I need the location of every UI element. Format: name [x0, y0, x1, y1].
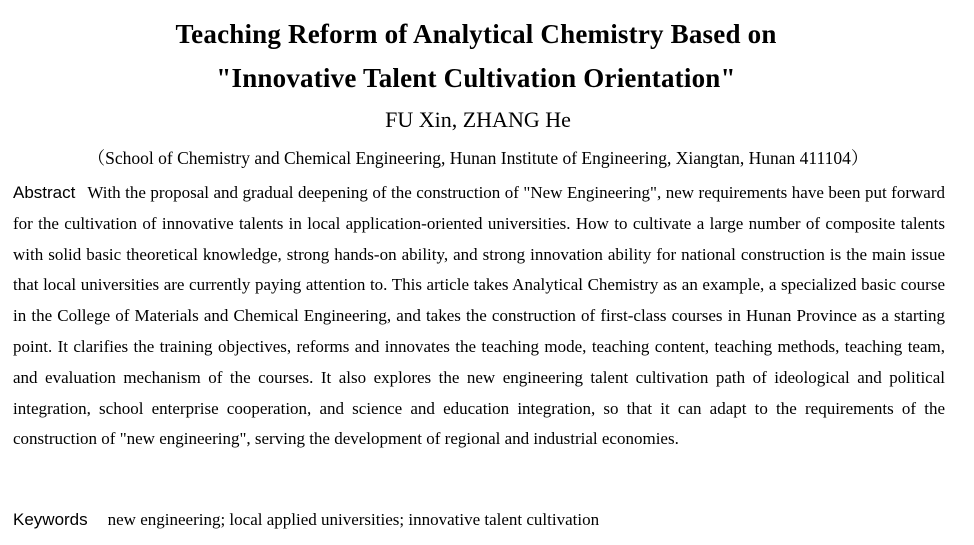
abstract-section — [13, 178, 945, 455]
paper-affiliation: （School of Chemistry and Chemical Engineering, Hunan Institute of Engineering, Xiangtan, Hunan 411104） — [87, 148, 869, 168]
keywords-label: Keywords — [13, 510, 88, 529]
paper-authors: FU Xin, ZHANG He — [385, 107, 571, 132]
keywords-text: new engineering; local applied universities; innovative talent cultivation — [107, 510, 600, 529]
keywords-section — [13, 506, 945, 534]
paper-title-line-2: "Innovative Talent Cultivation Orientation" — [216, 63, 736, 93]
abstract-text: With the proposal and gradual deepening of the construction of "New Engineering", new requirements have been put forward for the cultivation of innovative talents in local application-oriented universities. How to cultivate a large number of composite talents with solid basic theoretical knowledge, strong hands-on ability, and strong innovation ability for national construction is the main issue that local universities are currently paying attention to. This article takes Analytical Chemistry as an example, a specialized basic course in the College of Materials and Chemical Engineering, and takes the construction of first-class courses in Hunan Province as a starting point. It clarifies the training objectives, reforms and innovates the teaching mode, teaching content, teaching methods, teaching team, and evaluation mechanism of the courses. It also explores the new engineering talent cultivation path of ideological and political integration, school enterprise cooperation, and science and education integration, so that it can adapt to the requirements of the construction of "new engineering", serving the development of regional and industrial economies. — [13, 183, 945, 449]
paper-title-line-1: Teaching Reform of Analytical Chemistry Based on — [175, 19, 777, 49]
abstract-label: Abstract — [13, 183, 76, 202]
